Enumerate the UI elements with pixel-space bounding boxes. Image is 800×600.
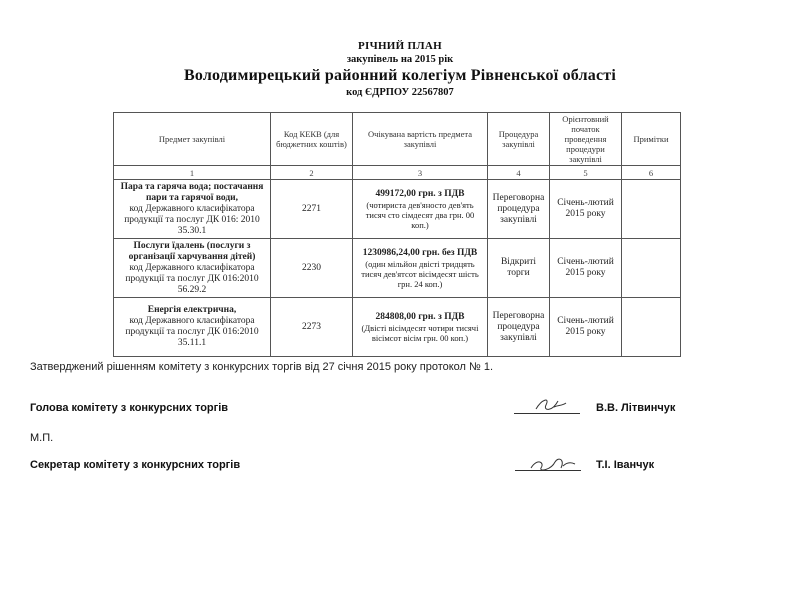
edrpou-code: код ЄДРПОУ 22567807: [346, 87, 454, 98]
procedure-cell: Переговорна процедура закупівлі: [488, 180, 550, 239]
subject-code: код Державного класифікатора продукції та послуг ДК 016:2010 35.11.1: [125, 316, 259, 348]
price-cell: [353, 180, 488, 239]
price-in-words: (чотириста дев'яносто дев'ять тисяч сто сімдесят два грн. 00 коп.): [365, 199, 475, 230]
column-number: 4: [488, 166, 550, 180]
start-cell: Січень-лютий 2015 року: [550, 180, 622, 239]
col-header-kekv: Код КЕКВ (для бюджетних коштів): [271, 113, 353, 166]
table-row: [114, 180, 681, 239]
notes-cell: [622, 298, 681, 357]
organization-name: Володимирецький районний колегіум Рівненської області: [183, 67, 616, 84]
price-value: 499172,00 грн. з ПДВ: [375, 188, 465, 199]
subject-cell: [114, 298, 271, 357]
chair-label: Голова комітету з конкурсних торгів: [30, 402, 229, 414]
kekv-cell: 2273: [271, 298, 353, 357]
column-number-row: [114, 166, 681, 180]
subject-code: код Державного класифікатора продукції та послуг ДК 016:2010 56.29.2: [125, 262, 259, 295]
col-header-start: Орієнтовний початок проведення процедури закупівлі: [550, 113, 622, 166]
col-header-notes: Примітки: [622, 113, 681, 166]
subject-cell: [114, 180, 271, 239]
start-cell: Січень-лютий 2015 року: [550, 239, 622, 298]
price-in-words: (Двісті вісімдесят чотири тисячі вісімсот вісім грн. 00 коп.): [361, 322, 479, 343]
price-value: 284808,00 грн. з ПДВ: [375, 311, 465, 322]
notes-cell: [622, 180, 681, 239]
kekv-cell: 2271: [271, 180, 353, 239]
chair-signature-icon: [528, 393, 573, 419]
notes-cell: [622, 239, 681, 298]
col-header-price: Очікувана вартість предмета закупівлі: [353, 113, 488, 166]
subject-name: Пара та гаряча вода; постачання пари та гарячої води,: [120, 181, 264, 203]
column-number: 3: [353, 166, 488, 180]
price-cell: [353, 239, 488, 298]
column-number: 6: [622, 166, 681, 180]
col-header-procedure: Процедура закупівлі: [488, 113, 550, 166]
column-number: 2: [271, 166, 353, 180]
table-row: [114, 298, 681, 357]
procurement-table: [113, 112, 681, 357]
price-value: 1230986,24,00 грн. без ПДВ: [362, 247, 478, 258]
subject-code: код Державного класифікатора продукції та послуг ДК 016: 2010 35.30.1: [124, 203, 260, 236]
subject-name: Послуги їдалень (послуги з організації харчування дітей): [128, 240, 256, 262]
secretary-label: Секретар комітету з конкурсних торгів: [30, 459, 241, 471]
subject-cell: [114, 239, 271, 298]
plan-subtitle: закупівель на 2015 рік: [346, 54, 454, 65]
table-row: [114, 239, 681, 298]
chair-name: В.В. Літвинчук: [596, 402, 676, 414]
stamp-placeholder: М.П.: [30, 432, 54, 444]
procedure-cell: Відкриті торги: [488, 239, 550, 298]
column-number: 5: [550, 166, 622, 180]
secretary-name: Т.І. Іванчук: [596, 459, 655, 471]
start-cell: Січень-лютий 2015 року: [550, 298, 622, 357]
secretary-signature-icon: [525, 450, 580, 478]
table-header-row: [114, 113, 681, 166]
subject-name: Енергія електрична,: [147, 305, 237, 315]
col-header-subject: Предмет закупівлі: [114, 113, 271, 166]
kekv-cell: 2230: [271, 239, 353, 298]
price-cell: [353, 298, 488, 357]
approval-statement: Затверджений рішенням комітету з конкурсних торгів від 27 січня 2015 року протокол № 1.: [30, 361, 494, 373]
price-in-words: (один мільйон двісті тридцять тисяч дев'ятсот вісімдесят шість грн. 24 коп.): [361, 258, 479, 289]
column-number: 1: [114, 166, 271, 180]
plan-title: РІЧНИЙ ПЛАН: [357, 40, 443, 52]
procedure-cell: Переговорна процедура закупівлі: [488, 298, 550, 357]
